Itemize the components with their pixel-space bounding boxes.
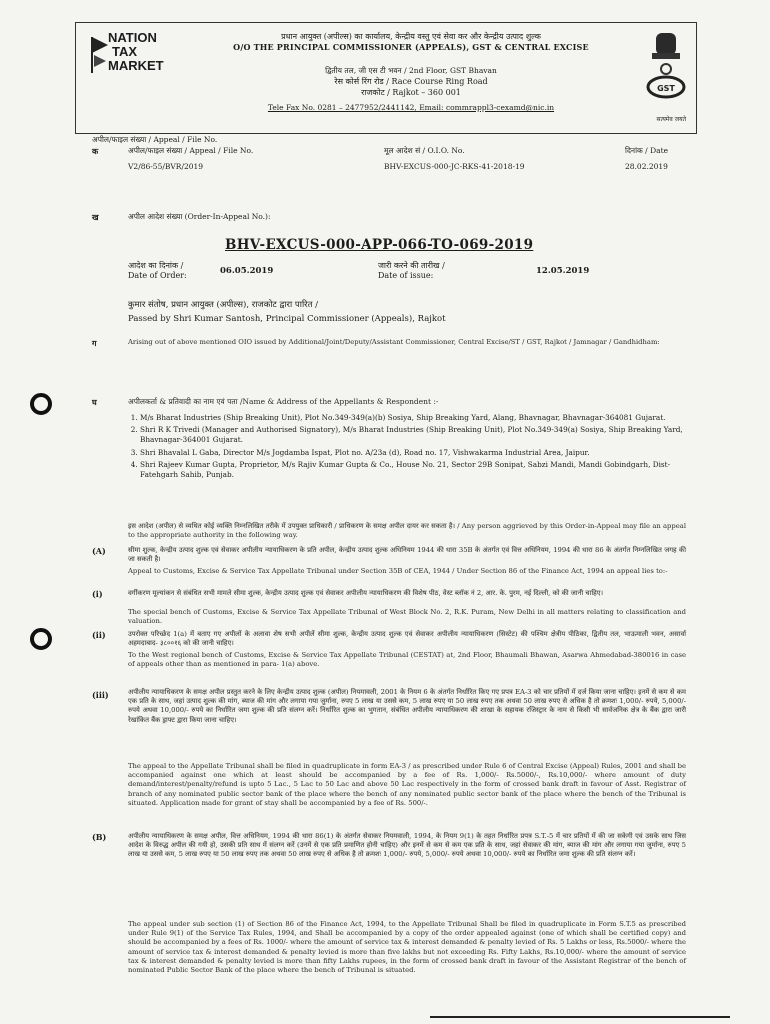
- office-hindi: प्रधान आयुक्त (अपील्स) का कार्यालय, केन्द्रीय वस्तु एवं सेवा कर और केन्द्रीय उत्पाद शुल्क: [281, 32, 541, 41]
- issue-date-value: 12.05.2019: [536, 266, 590, 276]
- marker-ka: क: [92, 146, 99, 156]
- row-label-ka: अपील/फाइल संख्या / Appeal / File No.: [92, 135, 218, 144]
- col3-label: दिनांक / Date: [625, 146, 669, 155]
- punch-hole-icon: [30, 393, 52, 415]
- section-A-english: Appeal to Customs, Excise & Service Tax Appellate Tribunal under Section 35B of CEA, 1944 / Under Section 86 of the Finance Act, 1994 an appeal lies to:-: [128, 567, 668, 575]
- list-item: 1. M/s Bharat Industries (Ship Breaking Unit), Plot No.349-349(a)(b) Sosiya, Ship Breaking Yard, Alang, Bhavnagar, Bhavnagar-364081 Gujarat.: [140, 413, 695, 423]
- col2-value: BHV-EXCUS-000-JC-RKS-41-2018-19: [384, 162, 525, 171]
- logo-line-2: TAX: [112, 44, 138, 59]
- address-hindi: द्वितीय तल, जी एस टी भवन / 2nd Floor, GST Bhavan: [325, 66, 497, 75]
- nation-tax-market-logo: [82, 31, 192, 91]
- issue-date-label-en: Date of issue:: [378, 271, 434, 280]
- logo-flag-icon: [90, 35, 110, 75]
- marker-gha: घ: [92, 397, 97, 407]
- phone-email-line: Tele Fax No. 0281 – 2477952/2441142, Email: commrappl3-cexamd@nic.in: [267, 103, 555, 112]
- address-english: रेस कोर्स रिंग रोड / Race Course Ring Road: [334, 77, 488, 86]
- section-i-hindi: वर्गीकरण मूल्यांकन से संबंधित सभी मामले सीमा शुल्क, केन्द्रीय उत्पाद शुल्क एवं सेवाकर अपीलीय न्यायाधिकरण की विशेष पीठ, वेस्ट ब्लॉक नं 2, आर. के. पुरम, नई दिल्ली, को की जानी चाहिए।: [128, 589, 604, 597]
- marker-i: (i): [92, 589, 103, 599]
- marker-iii: (iii): [92, 690, 109, 700]
- order-date-label-hi: आदेश का दिनांक /: [128, 261, 184, 270]
- city: राजकोट / Rajkot – 360 001: [361, 88, 461, 97]
- marker-A: (A): [92, 546, 106, 556]
- section-iii-hindi: अपीलीय न्यायाधिकरण के समक्ष अपील प्रस्तुत करने के लिए केन्द्रीय उत्पाद शुल्क (अपील) नियमावली, 2001 के नियम 6 के अंतर्गत निर्धारित किए गए प्रपत्र EA-3 को चार प्रतियों में दर्ज किया जाना चाहिए। इनमें से कम से कम एक प्रति के साथ, जहां उत्पाद शुल्क की मांग, ब्याज की मांग और लगाया गया जुर्माना, रुपए 5 लाख या उससे कम, 5 लाख रुपए या 50 लाख रुपए तक अथवा 50 लाख रुपए से अधिक है तो क्रमशः 1,000/- रुपये, 5,000/- रुपये अथवा 10,000/- रुपये का निर्धारित जमा शुल्क की प्रति संलग्न करें। निर्धारित शुल्क का भुगतान, संबंधित अपीलीय न्यायाधिकरण की शाखा के सहायक रजिस्ट्रार के नाम से किसी भी सार्वजनिक क्षेत्र के बैंक द्वारा जारी रेखांकित बैंक ड्राफ्ट द्वारा किया जाना चाहिए।: [128, 688, 686, 724]
- emblem-caption: सत्यमेव जयते: [656, 116, 686, 123]
- marker-ii: (ii): [92, 630, 106, 640]
- section-i-english: The special bench of Customs, Excise & Service Tax Appellate Tribunal of West Block No. 2, R.K. Puram, New Delhi in all matters relating to classification and valuation.: [128, 608, 686, 626]
- punch-hole-icon: [30, 628, 52, 650]
- issue-date-label-hi: जारी करने की तारीख /: [378, 261, 445, 270]
- order-date-label: [128, 260, 187, 280]
- section-iii-english: The appeal to the Appellate Tribunal shall be filed in quadruplicate in form EA-3 / as prescribed under Rule 6 of Central Excise (Appeal) Rules, 2001 and shall be accompanied against one which at least should be accompanied by a fee of Rs. 1,000/- Rs.5000/-, Rs.10,000/- where amount of duty demand/interest/penalty/refund is upto 5 Lac., 5 Lac to 50 Lac and above 50 Lac respectively in the form of crossed bank draft in favour of Asst. Registrar of branch of any nominated public sector bank of the place where the bench of any nominated public sector bank of the place where the bench of the Tribunal is situated. Application made for grant of stay shall be accompanied by a fee of Rs. 500/-.: [128, 762, 686, 807]
- col3-value: 28.02.2019: [625, 162, 668, 171]
- footer-rule: [430, 1016, 730, 1018]
- section-ii-english: To the West regional bench of Customs, Excise & Service Tax Appellate Tribunal (CESTAT) at, 2nd Floor, Bhaumali Bhawan, Asarwa Ahmedabad-380016 in case of appeals other than as mentioned in para- 1(a) above.: [128, 651, 686, 669]
- office-english: O/O THE PRINCIPAL COMMISSIONER (APPEALS), GST & CENTRAL EXCISE: [233, 42, 589, 52]
- issue-date-label: [378, 260, 445, 280]
- col1: [128, 146, 288, 172]
- col2-label: मूल आदेश सं / O.I.O. No.: [384, 146, 465, 155]
- col1-label: अपील/फाइल संख्या / Appeal / File No.: [128, 146, 254, 155]
- svg-text:GST: GST: [657, 84, 675, 93]
- marker-B: (B): [92, 832, 107, 842]
- marker-ga: ग: [92, 338, 97, 348]
- passed-by: [128, 298, 446, 326]
- col2: [384, 146, 584, 172]
- section-ga-text: Arising out of above mentioned OIO issued by Additional/Joint/Deputy/Assistant Commissioner, Central Excise/ST / GST, Rajkot / Jamnagar / Gandhidham:: [128, 338, 660, 346]
- order-in-appeal-label: अपील आदेश संख्या (Order-In-Appeal No.):: [128, 212, 271, 221]
- list-item: 4. Shri Rajeev Kumar Gupta, Proprietor, M/s Rajiv Kumar Gupta & Co., House No. 21, Sector 29B Sonipat, Sabzi Mandi, Mandi Gobindgarh, Dist-Fatehgarh Sahib, Punjab.: [140, 460, 695, 480]
- col3: [625, 146, 685, 172]
- logo-line-3: MARKET: [108, 58, 164, 73]
- national-emblem-icon: [644, 29, 688, 107]
- notice-intro: इस आदेश (अपील) से व्यथित कोई व्यक्ति निम्नलिखित तरीके में उपयुक्त प्राधिकारी / प्राधिकरण के समक्ष अपील दायर कर सकता है। / Any person aggrieved by this Order-in-Appeal may file an appeal to the appropriate authority in the following way.: [128, 522, 686, 540]
- letterhead-text: [186, 31, 636, 113]
- logo-line-1: NATION: [108, 30, 157, 45]
- section-ii-hindi: उपरोक्त परिच्छेद 1(a) में बताए गए अपीलों के अलावा शेष सभी अपीलें सीमा शुल्क, केन्द्रीय उत्पाद शुल्क एवं सेवाकर अपीलीय न्यायाधिकरण (सिस्टेट) की पश्चिम क्षेत्रीय पीठिका, द्वितीय तल, भाऊमाली भवन, असार्वा अहमदाबाद- ३८००१६ को की जानी चाहिए।: [128, 630, 686, 648]
- section-B-hindi: अपीलीय न्यायाधिकरण के समक्ष अपील, वित्त अधिनियम, 1994 की धारा 86(1) के अंतर्गत सेवाकर नियमवाली, 1994, के नियम 9(1) के तहत निर्धारित प्रपत्र S.T.-5 में चार प्रतियों में की जा सकेगी एवं उसके साथ जिस आदेश के विरुद्ध अपील की गयी हो, उसकी प्रति साथ में संलग्न करें (उनमें से एक प्रति प्रमाणित होनी चाहिए) और इनमें से कम से कम एक प्रति के साथ, जहां सेवाकर की मांग, ब्याज की मांग और लगाया गया जुर्माना, रुपए 5 लाख या उससे कम, 5 लाख रुपए या 50 लाख रुपए तक अथवा 50 लाख रुपए से अधिक है तो क्रमशः 1,000/- रुपये, 5,000/- रुपये अथवा 10,000/- रुपये का निर्धारित जमा शुल्क की प्रति संलग्न करें।: [128, 832, 686, 859]
- list-item: 3. Shri Bhavalal L Gaba, Director M/s Jogdamba Ispat, Plot no. A/23a (d), Road no. 17, Vishwakarma Industrial Area, Jaipur.: [140, 448, 695, 458]
- marker-kha: ख: [92, 212, 99, 222]
- order-date-value: 06.05.2019: [220, 266, 274, 276]
- col1-value: V2/86-55/BVR/2019: [128, 162, 204, 171]
- order-date-label-en: Date of Order:: [128, 271, 187, 280]
- passed-by-hindi: कुमार संतोष, प्रधान आयुक्त (अपील्स), राजकोट द्वारा पारित /: [128, 300, 319, 310]
- passed-by-english: Passed by Shri Kumar Santosh, Principal Commissioner (Appeals), Rajkot: [128, 314, 446, 324]
- section-gha-heading: अपीलकर्ता & प्रतिवादी का नाम एवं पता /Name & Address of the Appellants & Respondent :-: [128, 397, 439, 406]
- list-item: 2. Shri R K Trivedi (Manager and Authorised Signatory), M/s Bharat Industries (Ship Breaking Unit), Plot No.349-349(a) Sosiya, Ship Breaking Yard, Bhavnagar-364001 Gujarat.: [140, 425, 695, 445]
- letterhead: [75, 22, 697, 134]
- section-B-english: The appeal under sub section (1) of Section 86 of the Finance Act, 1994, to the Appellate Tribunal Shall be filed in quadruplicate in Form S.T.5 as prescribed under Rule 9(1) of the Service Tax Rules, 1994, and Shall be accompanied by a copy of the order appealed against (one of which shall be certified copy) and should be accompanied by a fees of Rs. 1000/- where the amount of service tax & interest demanded & penalty levied of Rs. 5 Lakhs or less, Rs.5000/- where the amount of service tax & interest demanded & penalty levied is more than five lakhs but not exceeding Rs. Fifty Lakhs, Rs.10,000/- where the amount of service tax & interest demanded & penalty levied is more than fifty Lakhs rupees, in the form of crossed bank draft in favour of the Assistant Registrar of the bench of nominated Public Sector Bank of the place where the bench of Tribunal is situated.: [128, 920, 686, 975]
- appellant-list: [128, 413, 695, 482]
- section-A-hindi: सीमा शुल्क, केन्द्रीय उत्पाद शुल्क एवं सेवाकर अपीलीय न्यायाधिकरण के प्रति अपील, केन्द्रीय उत्पाद शुल्क अधिनियम 1944 की धारा 35B के अंतर्गत एवं वित्त अधिनियम, 1994 की धारा 86 के अंतर्गत निम्नलिखित जगह की जा सकती है।: [128, 546, 686, 564]
- order-number: BHV-EXCUS-000-APP-066-TO-069-2019: [225, 237, 534, 253]
